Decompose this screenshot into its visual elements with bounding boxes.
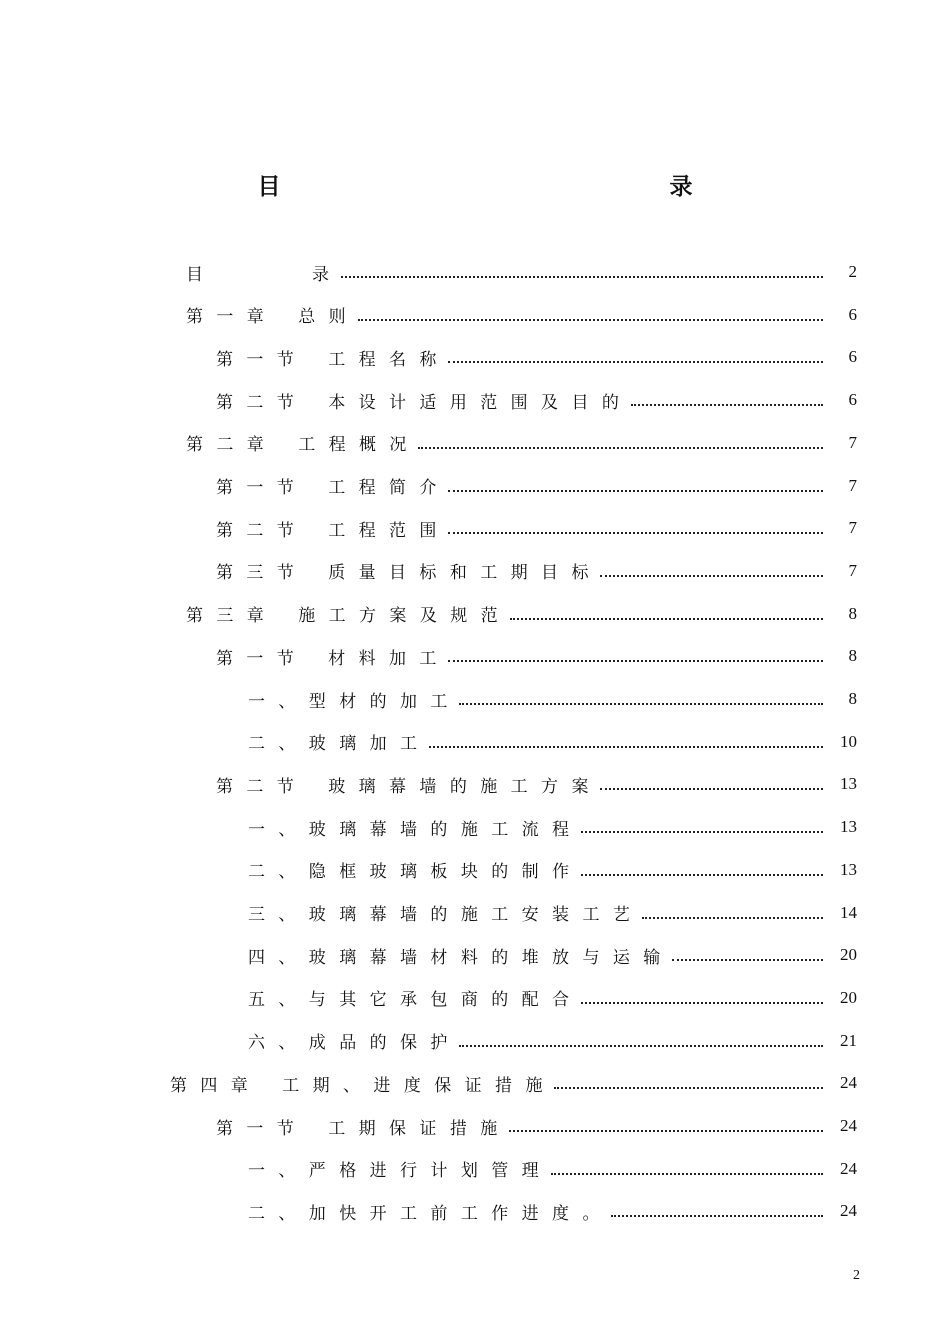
toc-entry[interactable] xyxy=(216,466,857,506)
toc-entry-label: 目 录 xyxy=(186,264,333,285)
toc-entry[interactable] xyxy=(248,1191,857,1231)
toc-entry-label: 二 、 玻 璃 加 工 xyxy=(248,734,422,755)
toc-dot-leader xyxy=(358,317,823,321)
toc-entry-page: 24 xyxy=(840,1158,857,1178)
toc-entry-label: 一 、 型 材 的 加 工 xyxy=(248,691,452,712)
toc-entry[interactable] xyxy=(248,679,857,719)
toc-entry-page: 24 xyxy=(840,1116,857,1135)
toc-dot-leader xyxy=(672,957,823,961)
toc-entry-label: 一 、 严 格 进 行 计 划 管 理 xyxy=(248,1161,543,1182)
toc-dot-leader xyxy=(448,359,823,363)
toc-entry[interactable] xyxy=(186,594,857,634)
toc-dot-leader xyxy=(341,274,823,278)
toc-entry[interactable] xyxy=(248,850,857,890)
toc-entry-page: 2 xyxy=(848,262,857,281)
toc-entry-label: 第 二 节 工 程 范 围 xyxy=(216,520,441,541)
toc-entry-label: 三 、 玻 璃 幕 墙 的 施 工 安 装 工 艺 xyxy=(248,905,634,925)
toc-entry[interactable] xyxy=(170,1063,857,1103)
toc-entry-page: 20 xyxy=(840,987,857,1007)
toc-entry-page: 8 xyxy=(848,646,857,666)
toc-entry[interactable] xyxy=(216,380,857,420)
toc-entry-label: 一 、 玻 璃 幕 墙 的 施 工 流 程 xyxy=(248,819,574,840)
toc-entry-page: 6 xyxy=(848,347,857,367)
page-number: 2 xyxy=(853,1268,860,1283)
toc-dot-leader xyxy=(631,402,823,406)
toc-entry-page: 7 xyxy=(848,518,857,538)
toc-entry[interactable] xyxy=(216,337,857,377)
toc-entry-page: 7 xyxy=(848,432,857,452)
toc-dot-leader xyxy=(448,658,823,662)
toc-entry-page: 6 xyxy=(848,390,857,410)
toc-entry[interactable] xyxy=(186,423,857,463)
toc-title: 目 录 xyxy=(257,173,773,200)
toc-entry[interactable] xyxy=(248,978,857,1018)
toc-entry[interactable] xyxy=(248,893,857,933)
toc-entry[interactable] xyxy=(216,1106,857,1146)
toc-dot-leader xyxy=(509,1128,823,1132)
toc-entry-label: 第 二 节 玻 璃 幕 墙 的 施 工 方 案 xyxy=(216,776,593,797)
toc-entry[interactable] xyxy=(248,1149,857,1189)
toc-dot-leader xyxy=(459,1043,823,1047)
toc-entry-page: 14 xyxy=(840,902,857,922)
toc-entry-label: 第 三 章 施 工 方 案 及 规 范 xyxy=(186,606,502,627)
toc-entry-page: 13 xyxy=(840,859,857,879)
toc-entry-label: 二 、 隐 框 玻 璃 板 块 的 制 作 xyxy=(248,862,574,883)
toc-dot-leader xyxy=(418,445,823,449)
toc-entry-label: 第 三 节 质 量 目 标 和 工 期 目 标 xyxy=(216,563,593,584)
toc-entry[interactable] xyxy=(216,508,857,548)
toc-dot-leader xyxy=(448,530,823,534)
toc-entry-page: 21 xyxy=(840,1030,857,1050)
toc-entry-label: 五 、 与 其 它 承 包 商 的 配 合 xyxy=(248,990,574,1011)
toc-entry-page: 8 xyxy=(848,689,857,708)
toc-entry-page: 7 xyxy=(848,560,857,580)
toc-entry[interactable] xyxy=(248,935,857,975)
toc-entry-page: 6 xyxy=(848,304,857,324)
toc-entry-label: 第 一 节 工 期 保 证 措 施 xyxy=(216,1118,502,1139)
toc-entry-page: 24 xyxy=(840,1073,857,1093)
toc-entry-page: 20 xyxy=(840,945,857,965)
toc-entry-label: 四 、 玻 璃 幕 墙 材 料 的 堆 放 与 运 输 xyxy=(248,947,665,968)
toc-entry-page: 7 xyxy=(848,475,857,495)
toc-dot-leader xyxy=(581,1000,823,1004)
toc-entry-page: 13 xyxy=(840,817,857,837)
toc-entry[interactable] xyxy=(216,551,857,591)
toc-entry-label: 第 一 节 工 程 名 称 xyxy=(216,349,441,370)
toc-dot-leader xyxy=(581,829,823,833)
toc-entry-label: 六 、 成 品 的 保 护 xyxy=(248,1033,452,1054)
toc-entry[interactable] xyxy=(248,807,857,847)
toc-dot-leader xyxy=(429,744,823,748)
toc-entry-page: 24 xyxy=(840,1201,857,1221)
toc-entry-label: 第 二 节 本 设 计 适 用 范 围 及 目 的 xyxy=(216,392,623,413)
toc-entry[interactable] xyxy=(248,722,857,762)
toc-dot-leader xyxy=(611,1213,823,1217)
toc-entry[interactable] xyxy=(248,1021,857,1061)
toc-dot-leader xyxy=(642,915,823,919)
toc-dot-leader xyxy=(581,872,823,876)
toc-dot-leader xyxy=(600,573,823,577)
toc-dot-leader xyxy=(510,616,823,620)
toc-dot-leader xyxy=(554,1085,823,1089)
toc-entry-label: 第 二 章 工 程 概 况 xyxy=(186,435,411,456)
toc-entry[interactable] xyxy=(216,764,857,804)
toc-entry-page: 8 xyxy=(848,603,857,623)
toc-dot-leader xyxy=(448,488,823,492)
toc-entry[interactable] xyxy=(186,295,857,335)
toc-dot-leader xyxy=(551,1171,823,1175)
toc-entry-label: 第 一 章 总 则 xyxy=(186,307,350,328)
toc-entry[interactable] xyxy=(216,636,857,676)
toc-entry-label: 第 四 章 工 期 、 进 度 保 证 措 施 xyxy=(170,1075,547,1096)
toc-entry-page: 10 xyxy=(840,731,857,751)
toc-entry-label: 第 一 节 材 料 加 工 xyxy=(216,648,441,669)
toc-entry-label: 二 、 加 快 开 工 前 工 作 进 度 。 xyxy=(248,1203,604,1224)
toc-entry-page: 13 xyxy=(840,774,857,794)
toc-entry-label: 第 一 节 工 程 简 介 xyxy=(216,478,441,498)
toc-dot-leader xyxy=(600,786,823,790)
toc-entry[interactable] xyxy=(186,252,857,292)
toc-dot-leader xyxy=(459,701,823,705)
